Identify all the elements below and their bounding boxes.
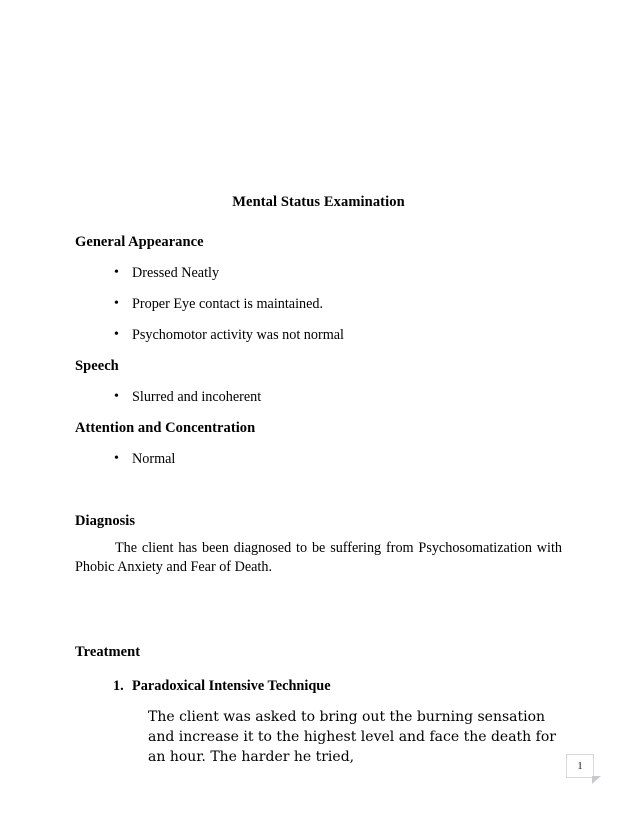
bullet-icon: •: [114, 451, 119, 466]
page-title: Mental Status Examination: [232, 194, 405, 210]
bullet-list-attention-and-concentration: [75, 450, 562, 468]
list-item-label: Dressed Neatly: [132, 265, 220, 281]
spacer: [75, 406, 562, 419]
list-item: [75, 326, 562, 344]
document-content: [75, 193, 562, 767]
list-item: [75, 450, 562, 468]
page-number-label: 1: [577, 760, 583, 772]
list-item-number: 1.: [113, 678, 124, 695]
section-heading-treatment: Treatment: [75, 644, 141, 661]
bullet-icon: •: [114, 296, 119, 311]
bullet-list-general-appearance: [75, 264, 562, 344]
list-item: [75, 388, 562, 406]
list-item: [75, 295, 562, 313]
diagnosis-paragraph: The client has been diagnosed to be suffering from Psychosomatization with Phobic Anxiety and Fear of Death.: [75, 540, 562, 576]
spacer: [75, 577, 562, 643]
list-item-label: Psychomotor activity was not normal: [132, 327, 344, 343]
section-heading-diagnosis: Diagnosis: [75, 513, 136, 529]
bullet-icon: •: [114, 265, 119, 280]
treatment-paragraph: The client was asked to bring out the burning sensation and increase it to the highest level and face the death for an hour. The harder he tried,: [148, 709, 556, 766]
list-item-label: Slurred and incoherent: [132, 389, 262, 405]
page-number-badge: [566, 754, 594, 778]
treatment-list: [75, 677, 562, 695]
list-item-label: Paradoxical Intensive Technique: [132, 678, 331, 695]
spacer: [75, 468, 562, 512]
list-item: [75, 264, 562, 282]
list-item: [75, 677, 562, 695]
section-heading-attention-and-concentration: Attention and Concentration: [75, 420, 256, 436]
bullet-list-speech: [75, 388, 562, 406]
list-item-label: Normal: [132, 451, 176, 467]
section-heading-general-appearance: General Appearance: [75, 234, 204, 250]
bullet-icon: •: [114, 389, 119, 404]
section-heading-speech: Speech: [75, 358, 119, 374]
spacer: [75, 344, 562, 357]
folded-corner-icon: [592, 776, 601, 784]
list-item-label: Proper Eye contact is maintained.: [132, 296, 324, 312]
bullet-icon: •: [114, 327, 119, 342]
